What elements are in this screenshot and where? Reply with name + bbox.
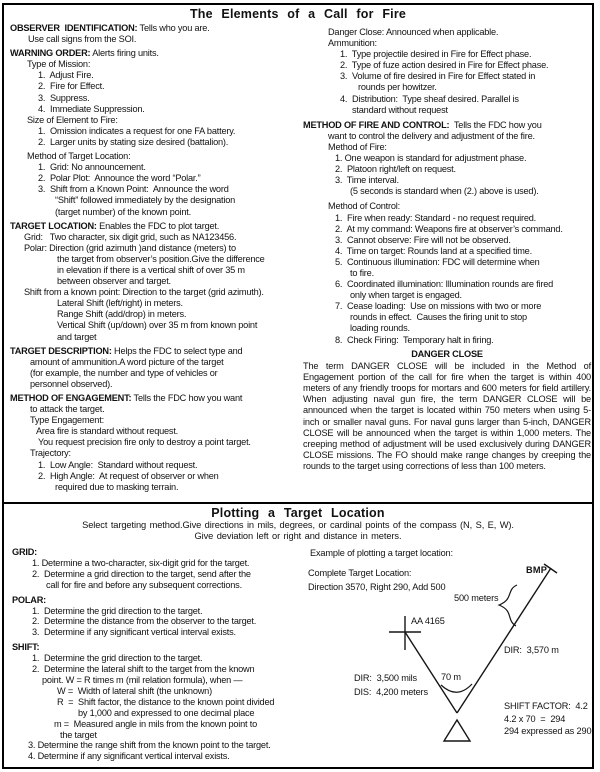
direction-3570-label: DIR: 3,570 m [504, 645, 559, 655]
text-line [10, 404, 302, 415]
line-text: 2. Type of fuze action desired in Fire for Effect phase. [340, 60, 549, 71]
text-line [10, 471, 302, 482]
text-line [10, 243, 302, 254]
text-line [303, 60, 591, 71]
text-line [12, 740, 322, 751]
line-text: 3. Cannot observe: Fire will not be observed. [335, 234, 511, 245]
text-line [12, 569, 322, 580]
line-text: rounds in effect. Causes the firing unit to stop [350, 312, 527, 323]
text-line [303, 82, 591, 93]
line-text: (target number) of the known point. [55, 206, 191, 217]
text-line [12, 606, 322, 617]
text-line [10, 357, 302, 368]
text-line [303, 201, 591, 212]
text-line [303, 175, 591, 186]
line-text: m = Measured angle in mils from the known point to [54, 718, 258, 729]
line-text: 1. Grid: No announcement. [38, 162, 146, 173]
line-text: 1. Adjust Fire. [38, 70, 94, 81]
text-line [12, 558, 322, 569]
text-line [12, 580, 322, 591]
direction-3500-label: DIR: 3,500 mils [354, 673, 417, 683]
call-for-fire-panel [2, 3, 594, 504]
text-line [10, 173, 302, 184]
text-line [10, 81, 302, 92]
line-text: Shift from a known point: Direction to the target (grid azimuth). [24, 287, 264, 298]
line-text: (for example, the number and type of vehicles or [30, 367, 218, 378]
text-line [303, 213, 591, 224]
text-line [303, 131, 591, 142]
line-text: 3. Time interval. [335, 175, 399, 186]
line-text: 7. Cease loading: Use on missions with two or more [335, 301, 542, 312]
text-line [10, 482, 302, 493]
top-right-column [303, 27, 591, 472]
text-line [303, 94, 591, 105]
line-text: Size of Element to Fire: [27, 114, 118, 125]
line-text: Vertical Shift (up/down) over 35 m from known point [57, 320, 258, 331]
line-text: 5. Continuous illumination: FDC will determine when [335, 256, 540, 267]
text-line [10, 393, 302, 404]
angle-arc-icon [441, 684, 472, 692]
text-line [303, 312, 591, 323]
text-line [10, 104, 302, 115]
line-text: 4. Determine if any significant vertical interval exists. [28, 751, 230, 762]
direction-call-label: Direction 3570, Right 290, Add 500 [308, 582, 446, 592]
line-text: (5 seconds is standard when (2.) above is used). [350, 186, 539, 197]
bold-heading-text: DANGER CLOSE [411, 348, 483, 359]
line-text: 2. Determine a grid direction to the target, send after the [32, 568, 251, 579]
text-line [303, 235, 591, 246]
text-line [12, 595, 322, 606]
line-text: 4. Time on target: Rounds land at a specified time. [335, 245, 532, 256]
line-text: and target [57, 331, 97, 342]
text-line [12, 730, 322, 741]
text-line [303, 257, 591, 268]
text-line [303, 164, 591, 175]
line-text: 1. One weapon is standard for adjustment phase. [335, 153, 527, 164]
top-left-column [10, 23, 302, 493]
text-line [12, 675, 322, 686]
distance-brace-icon [499, 585, 517, 626]
text-line [10, 137, 302, 148]
text-line [10, 34, 302, 45]
line-text: 1. Fire when ready: Standard - no request required. [335, 212, 537, 223]
bold-heading-text: METHOD OF ENGAGEMENT: [10, 393, 132, 403]
text-line [303, 186, 591, 197]
line-text: to attack the target. [30, 404, 105, 415]
line-text: Tells who you are. [137, 23, 210, 33]
text-line [10, 254, 302, 265]
text-line [10, 346, 302, 357]
line-text: Type Engagement: [30, 415, 104, 426]
line-text: “Shift” followed immediately by the designation [55, 195, 236, 206]
text-line [10, 448, 302, 459]
line-text: R = Shift factor, the distance to the known point divided [57, 696, 275, 707]
line-text: 6. Coordinated illumination: Illumination rounds are fired [335, 279, 554, 290]
line-text: Helps the FDC to select type and [111, 345, 243, 356]
plotting-subtitle-1: Select targeting method.Give directions in mils, degrees, or cardinal points of the compass (N, S, E, W). [82, 520, 514, 530]
text-line [10, 221, 302, 232]
line-text: Tells the FDC how you [449, 119, 542, 130]
text-line [10, 93, 302, 104]
text-line [12, 686, 322, 697]
line-text: Use call signs from the SOI. [28, 34, 137, 45]
text-line [10, 70, 302, 81]
angle-70m-label: 70 m [441, 672, 461, 682]
line-text: 2. High Angle: At request of observer or when [38, 470, 219, 481]
text-line [10, 23, 302, 34]
target-plot-diagram [344, 554, 574, 754]
text-line [303, 224, 591, 235]
target-end-tick-icon [544, 564, 557, 573]
line-text: 1. Determine the grid direction to the target. [32, 605, 203, 616]
line-text: 2. Polar Plot: Announce the word “Polar.” [38, 173, 201, 184]
line-text: the target [60, 729, 97, 740]
observer-triangle-icon [444, 720, 470, 741]
text-line [303, 301, 591, 312]
text-line [10, 207, 302, 218]
line-text: amount of ammunition.A word picture of the target [30, 356, 224, 367]
text-line [10, 460, 302, 471]
danger-close-paragraph: The term DANGER CLOSE will be included in the Method of Engagement portion of the call for fire when the target is within 400 meters of any friendly troops for mortars and 600 meters for field artillery. When adjusting naval gun fire, the term DANGER CLOSE will be announced when the target is located within 750 meters when using 5-inch or smaller naval guns. For naval guns larger than 5-inch, DANGER CLOSE will be announced when the target is within 1,000 meters. The creeping method of adjustment will be used exclusively during DANGER CLOSE missions. The FO should make range changes by creeping the rounds to the target using corrections of less than 100 meters. [303, 360, 591, 472]
bold-heading-text: TARGET DESCRIPTION: [10, 345, 112, 356]
bold-heading-text: OBSERVER IDENTIFICATION: [10, 23, 138, 33]
text-line [303, 246, 591, 257]
line-text: Danger Close: Announced when applicable. [328, 27, 499, 37]
text-line [303, 268, 591, 279]
line-text: W = Width of lateral shift (the unknown) [57, 685, 212, 696]
line-text: point. W = R times m (mil relation formula), when — [42, 674, 243, 685]
text-line [10, 320, 302, 331]
line-text: 2. Platoon right/left on request. [335, 164, 456, 175]
text-line [10, 48, 302, 59]
bottom-panel-title: Plotting a Target Location [211, 506, 385, 520]
line-text: Polar: Direction (grid azimuth )and distance (meters) to [24, 242, 236, 253]
text-line [10, 332, 302, 343]
known-point-label: AA 4165 [411, 616, 445, 626]
line-text: 1. Determine a two-character, six-digit grid for the target. [32, 557, 250, 568]
line-text: 2. Determine the lateral shift to the target from the known [32, 664, 255, 675]
text-line [303, 71, 591, 82]
text-line [10, 232, 302, 243]
shift-expressed-label: 294 expressed as 290 [504, 726, 592, 736]
text-line [12, 653, 322, 664]
line-text: by 1,000 and expressed to one decimal place [78, 707, 255, 718]
text-line [12, 751, 322, 762]
bmp-target-label: BMP [526, 565, 548, 575]
text-line [303, 142, 591, 153]
text-line [10, 437, 302, 448]
top-panel-title: The Elements of a Call for Fire [189, 7, 407, 21]
text-line [12, 719, 322, 730]
line-text: 8. Check Firing: Temporary halt in firing. [335, 334, 494, 345]
text-line [10, 59, 302, 70]
line-text: want to control the delivery and adjustment of the fire. [328, 130, 535, 141]
text-line [10, 415, 302, 426]
text-line [303, 335, 591, 346]
text-line [10, 265, 302, 276]
observer-known-point-line [405, 632, 457, 713]
top-right-lines [303, 27, 591, 360]
text-line [10, 309, 302, 320]
text-line [12, 627, 322, 638]
text-line [303, 38, 591, 49]
plotting-subtitle-2: Give deviation left or right and distance in meters. [194, 530, 402, 541]
text-line [303, 349, 591, 360]
text-line [303, 49, 591, 60]
line-text: 2. At my command: Weapons fire at observer’s command. [335, 223, 563, 234]
line-text: Trajectory: [30, 448, 71, 459]
line-text: Method of Control: [328, 201, 400, 212]
text-line [303, 105, 591, 116]
text-line [10, 195, 302, 206]
line-text: in elevation if there is a vertical shift of over 35 m [57, 264, 245, 275]
line-text: 1. Omission indicates a request for one FA battery. [38, 125, 236, 136]
text-line [12, 642, 322, 653]
bold-heading-text: SHIFT: [12, 642, 40, 653]
text-line [10, 162, 302, 173]
line-text: 1. Determine the grid direction to the target. [32, 653, 203, 664]
line-text: 3. Volume of fire desired in Fire for Effect stated in [340, 71, 536, 82]
bold-heading-text: TARGET LOCATION: [10, 220, 97, 231]
line-text: loading rounds. [350, 323, 410, 334]
line-text: 3. Determine the range shift from the known point to the target. [28, 740, 271, 751]
text-line [10, 368, 302, 379]
line-text: You request precision fire only to destroy a point target. [38, 437, 251, 448]
line-text: Area fire is standard without request. [36, 426, 179, 437]
text-line [12, 708, 322, 719]
line-text: to fire. [350, 267, 374, 278]
line-text: 1. Type projectile desired in Fire for Effect phase. [340, 49, 532, 60]
text-line [303, 279, 591, 290]
text-line [303, 120, 591, 131]
line-text: Tells the FDC how you want [131, 393, 243, 403]
text-line [10, 426, 302, 437]
text-line [12, 664, 322, 675]
text-line [303, 153, 591, 164]
line-text: Lateral Shift (left/right) in meters. [57, 298, 183, 309]
line-text: 3. Shift from a Known Point: Announce the word [38, 184, 229, 195]
line-text: Type of Mission: [27, 59, 91, 70]
line-text: required due to masking terrain. [55, 481, 179, 492]
shift-factor-label: SHIFT FACTOR: 4.2 [504, 701, 588, 711]
line-text: personnel observed). [30, 378, 113, 389]
line-text: 3. Suppress. [38, 92, 90, 103]
line-text: Method of Target Location: [27, 151, 131, 162]
text-line [10, 115, 302, 126]
text-line [12, 616, 322, 627]
bottom-left-column [12, 547, 322, 762]
distance-4200-label: DIS: 4,200 meters [354, 687, 428, 697]
bold-heading-text: METHOD OF FIRE AND CONTROL: [303, 119, 450, 130]
line-text: standard without request [352, 104, 448, 115]
text-line [10, 151, 302, 162]
line-text: 4. Immediate Suppression. [38, 103, 145, 114]
text-line [10, 126, 302, 137]
text-line [303, 323, 591, 334]
line-text: 2. Larger units by stating size desired (battalion). [38, 136, 229, 147]
line-text: 3. Determine if any significant vertical interval exists. [32, 627, 236, 638]
text-line [303, 290, 591, 301]
line-text: rounds per howitzer. [358, 82, 437, 93]
line-text: 1. Low Angle: Standard without request. [38, 459, 198, 470]
text-line [10, 298, 302, 309]
line-text: between observer and target. [57, 276, 171, 287]
text-line [10, 276, 302, 287]
line-text: only when target is engaged. [350, 290, 462, 301]
text-line [10, 287, 302, 298]
plotting-panel [2, 502, 594, 769]
line-text: Alerts firing units. [90, 48, 159, 59]
text-line [303, 27, 591, 38]
line-text: 4. Distribution: Type sheaf desired. Parallel is [340, 93, 519, 104]
example-caption: Example of plotting a target location: [310, 548, 453, 558]
text-line [10, 379, 302, 390]
line-text: Method of Fire: [328, 141, 387, 152]
bold-heading-text: WARNING ORDER: [10, 48, 91, 59]
text-line [10, 184, 302, 195]
distance-500m-label: 500 meters [454, 593, 499, 603]
line-text: 2. Determine the distance from the observer to the target. [32, 616, 257, 627]
line-text: the target from observer’s position.Give the difference [57, 253, 265, 264]
line-text: Enables the FDC to plot target. [96, 220, 220, 231]
line-text: Range Shift (add/drop) in meters. [57, 309, 187, 320]
line-text: Ammunition: [328, 38, 377, 49]
bold-heading-text: POLAR: [12, 594, 47, 605]
text-line [12, 547, 322, 558]
observer-target-line [457, 568, 551, 713]
line-text: 2. Fire for Effect. [38, 81, 105, 92]
line-text: Grid: Two character, six digit grid, such as NA123456. [24, 231, 237, 242]
bold-heading-text: GRID: [12, 547, 38, 557]
line-text: call for fire and before any subsequent corrections. [46, 579, 242, 590]
shift-calc-label: 4.2 x 70 = 294 [504, 714, 566, 724]
complete-target-location-label: Complete Target Location: [308, 568, 412, 578]
text-line [12, 697, 322, 708]
